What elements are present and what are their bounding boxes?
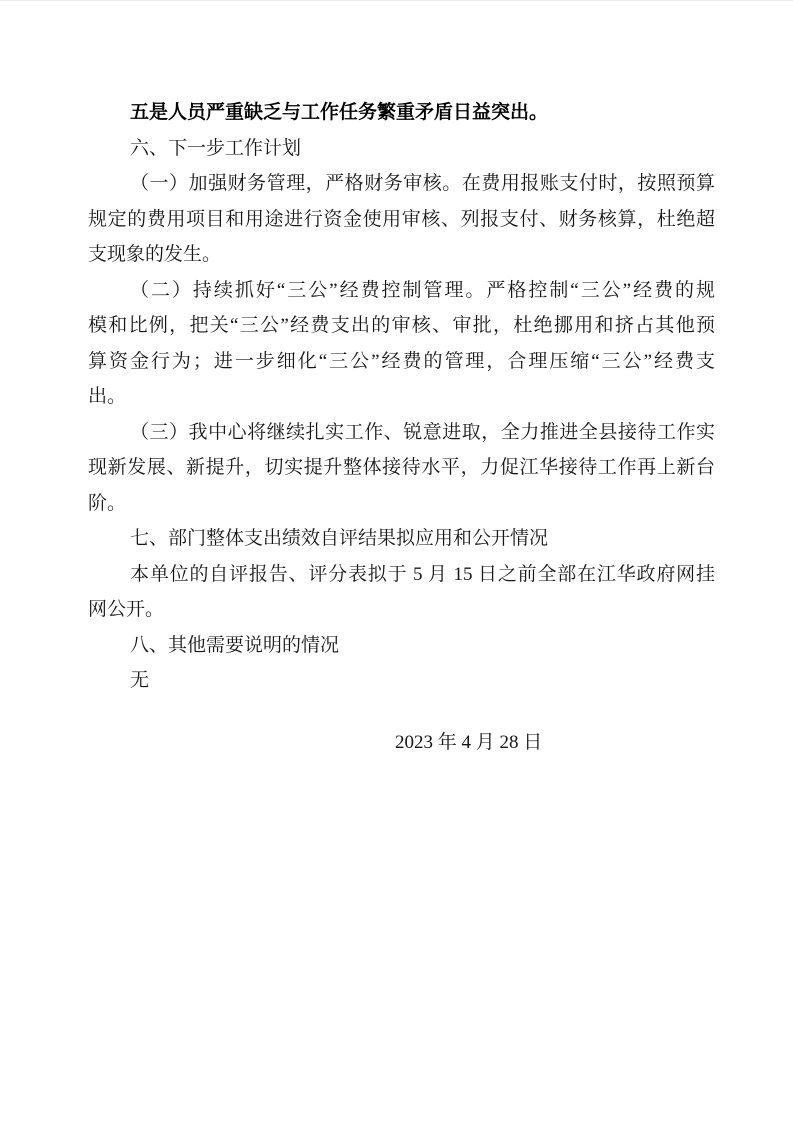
para-reception-work-line-3: 阶。 bbox=[88, 492, 127, 514]
section-seven-heading: 七、部门整体支出绩效自评结果拟应用和公开情况 bbox=[130, 528, 549, 549]
para-publication-line-1: 本单位的自评报告、评分表拟于 5 月 15 日之前全部在江华政府网挂 bbox=[130, 563, 715, 585]
para-reception-work-line-1: （三）我中心将继续扎实工作、锐意进取，全力推进全县接待工作实 bbox=[130, 421, 715, 443]
section-eight-heading: 八、其他需要说明的情况 bbox=[130, 634, 340, 656]
para-none: 无 bbox=[130, 670, 150, 691]
para-publication-line-2: 网公开。 bbox=[88, 599, 165, 620]
report-body bbox=[88, 95, 715, 760]
para-finance-management-line-2: 规定的费用项目和用途进行资金使用审核、列报支付、财务核算，杜绝超 bbox=[88, 208, 715, 230]
section-six-heading: 六、下一步工作计划 bbox=[130, 137, 302, 159]
para-three-public-funds-line-3: 算资金行为；进一步细化“三公”经费的管理，合理压缩“三公”经费支 bbox=[88, 350, 715, 372]
document-date: 2023 年 4 月 28 日 bbox=[395, 731, 543, 753]
para-three-public-funds-line-1: （二）持续抓好“三公”经费控制管理。严格控制“三公”经费的规 bbox=[130, 279, 715, 301]
para-three-public-funds-line-4: 出。 bbox=[88, 386, 127, 407]
point-five-heading: 五是人员严重缺乏与工作任务繁重矛盾日益突出。 bbox=[130, 102, 549, 123]
para-finance-management-line-1: （一）加强财务管理，严格财务审核。在费用报账支付时，按照预算 bbox=[130, 173, 715, 194]
para-three-public-funds-line-2: 模和比例，把关“三公”经费支出的审核、审批，杜绝挪用和挤占其他预 bbox=[88, 315, 715, 336]
para-finance-management-line-3: 支现象的发生。 bbox=[88, 244, 222, 265]
para-reception-work-line-2: 现新发展、新提升，切实提升整体接待水平，力促江华接待工作再上新台 bbox=[88, 457, 715, 478]
